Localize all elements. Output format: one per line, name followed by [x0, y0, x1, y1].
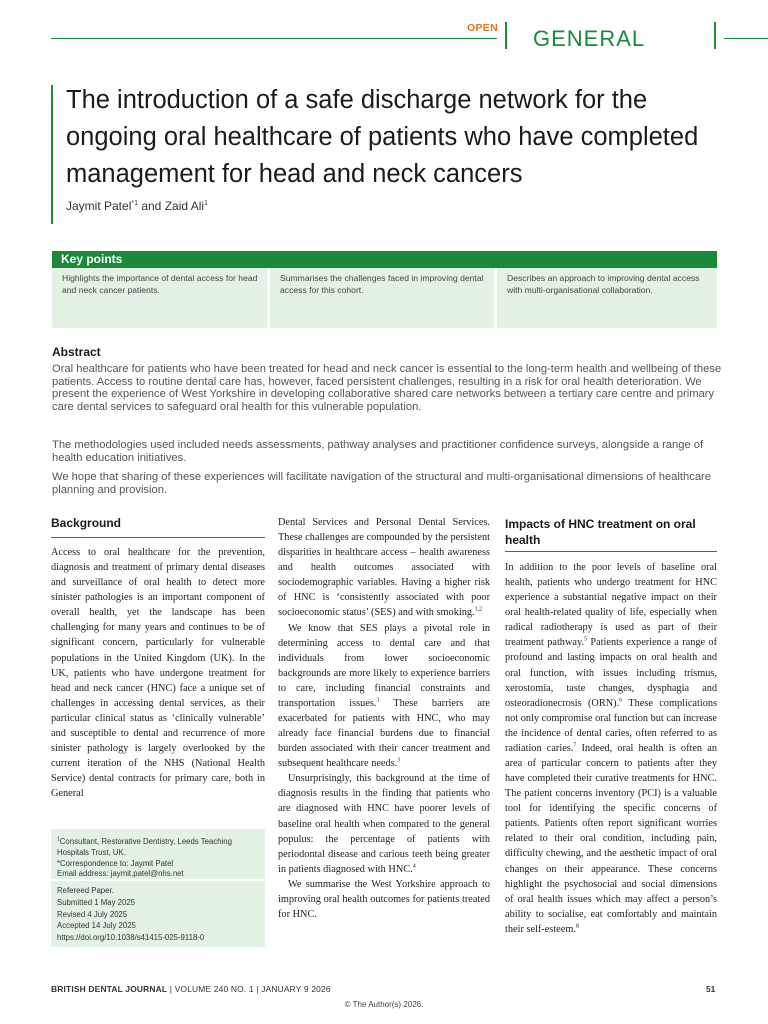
body-paragraph: In addition to the poor levels of baseline oral health, patients who undergo treatment for HNC experience a substantial negative impact on their oral health-related quality of life, especially when radical radiotherapy is used as part of their treatment pathway.$^5$ Patients experience a range of profound and lasting impacts on oral health and oral function, with issues including trismus, xerostomia, taste changes, dysphagia and osteoradionecrosis (ORN).$^6$ These complications not only compromise oral function but can increase the incidence of dental caries, often referred to as radiation caries.$^7$ Indeed, oral health is often an area of particular concern to patients after they have completed their curative treatments for HNC. The patient concerns inventory (PCI) is a valuable tool for identifying the specific concerns of patients. Patients often report significant worries related to their oral condition, including pain, difficulty chewing, and the aesthetic impact of oral changes on their appearance. These concerns highlight the psychosocial and social dimensions of oral health issues which may affect a person’s ability to socialise, eat comfortably and maintain their self-esteem.$^8$ [505, 562, 718, 935]
affiliation-line [57, 837, 265, 859]
doi-link[interactable]: https://doi.org/10.1038/s41415-025-9118-0 [57, 933, 205, 943]
info-line: Revised 4 July 2025 [57, 909, 128, 919]
abstract-heading: Abstract [52, 345, 101, 359]
author-mark: *1 [131, 200, 138, 207]
journal-name: BRITISH DENTAL JOURNAL [51, 984, 168, 994]
author-connector: and [137, 199, 165, 213]
background-heading: Background [51, 516, 122, 530]
reference-mark: 3 [397, 757, 401, 764]
correspondence-line: *Correspondence to: Jaymit Patel [57, 858, 174, 868]
reference-mark: 5 [584, 636, 588, 643]
article-info-box [51, 881, 265, 947]
title-bar [51, 85, 53, 224]
key-point: Describes an approach to improving dental access with multi-organisational collaboration. [497, 268, 717, 328]
open-access-label: OPEN [467, 22, 498, 34]
key-point: Summarises the challenges faced in improving dental access for this cohort. [270, 268, 494, 328]
abstract-paragraph: The methodologies used included needs assessments, pathway analyses and practitioner confidence surveys, alongside a range of health education initiatives. [52, 439, 704, 464]
header-rule [51, 38, 497, 39]
abstract-paragraph: We hope that sharing of these experiences will facilitate navigation of the structural and multi-organisational dimensions of healthcare planning and provision. [52, 471, 711, 496]
section-rule [505, 551, 717, 552]
reference-mark: 3 [376, 697, 380, 704]
header-rule-right [724, 38, 768, 39]
reference-mark: 1,2 [474, 607, 483, 614]
author-mark: 1 [204, 200, 208, 207]
affiliation-mark: 1 [57, 836, 60, 843]
affiliation-box [51, 829, 265, 879]
body-paragraph: We know that SES plays a pivotal role in determining access to dental care and that individuals from lower socioeconomic backgrounds are more likely to experience barriers to care, including financial constraints and transportation issues.$^3$ These barriers are exacerbated for patients with HNC, who may already face financial burdens due to financial burden associated with their cancer treatment and subsequent healthcare needs.$^3$ [278, 622, 490, 770]
author-list [66, 199, 208, 213]
info-line: Refereed Paper. [57, 886, 114, 895]
reference-mark: 4 [412, 863, 416, 870]
reference-mark: 7 [573, 742, 577, 749]
article-title: The introduction of a safe discharge network for the ongoing oral healthcare of patients who have completed management for head and neck cancers [66, 86, 699, 188]
journal-footer [51, 984, 331, 994]
reference-mark: 8 [575, 923, 579, 930]
key-points-panel [52, 268, 717, 328]
footer-separator: | [169, 984, 173, 994]
column-two-text [278, 515, 490, 922]
reference-mark: 6 [619, 697, 623, 704]
header-divider [505, 22, 507, 49]
section-label: GENERAL [533, 26, 646, 51]
impacts-text [505, 560, 717, 937]
info-line: Accepted 14 July 2025 [57, 921, 136, 931]
footer-separator: | [256, 984, 259, 994]
email-line: Email address: jaymit.patel@nhs.net [57, 869, 184, 879]
info-line: Submitted 1 May 2025 [57, 897, 136, 907]
body-paragraph: Dental Services and Personal Dental Services. These challenges are compounded by the persistent disparities in healthcare access – health awareness and health outcomes associated with sociodemographic variables. Having a higher risk of HNC is ‘consistently associated with poor socioeconomic status’ (SES) and with smoking.$^{1,2}$ [278, 517, 490, 619]
body-paragraph: Access to oral healthcare for the prevention, diagnosis and treatment of primary dental diseases and surveillance of oral health to detect more sinister pathologies is an important component of overall health, yet the landscape has been challenging for many years and continues to be of significant concern, particularly for vulnerable populations in the United Kingdom (UK). In the UK, patients who have undergone treatment for head and neck cancer (HNC) face a unique set of challenges in accessing dental services, as their particular clinical status as ‘clinically vulnerable’ and susceptible to dental and recurrence of more sinister pathology is largely overlooked by the current iteration of the NHS (National Health Service) dental contracts for primary care, both in General [51, 547, 265, 800]
key-points-header [52, 251, 717, 268]
header-divider-right [714, 22, 716, 49]
body-paragraph: We summarise the West Yorkshire approach to improving oral health outcomes for patients treated for HNC. [278, 878, 490, 921]
key-point: Highlights the importance of dental access for head and neck cancer patients. [52, 268, 267, 328]
copyright-notice: © The Author(s) 2026. [344, 1000, 424, 1009]
abstract-paragraph: Oral healthcare for patients who have been treated for head and neck cancer is essential to the long-term health and wellbeing of these patients. Access to routine dental care has, however, faced persistent challenges, resulting in a risk for oral health deterioration. We present the experience of West Yorkshire in developing collaborative shared care networks between a tertiary care centre and primary care dental services to safeguard oral health for this vulnerable population. [52, 363, 722, 413]
section-rule [51, 537, 265, 538]
author-name: Jaymit Patel [66, 199, 132, 213]
page-number: 51 [706, 984, 716, 994]
journal-volume: VOLUME 240 NO. 1 [174, 984, 254, 994]
author-name: Zaid Ali [164, 199, 205, 213]
key-points-heading: Key points [61, 252, 123, 266]
journal-date: JANUARY 9 2026 [261, 984, 331, 994]
body-paragraph: Unsurprisingly, this background at the time of diagnosis results in the finding that patients who are diagnosed with HNC have poorer levels of baseline oral health when compared to the general populus: the percentage of patients with periodontal disease and carious teeth being greater in patients diagnosed with HNC.$^4$ [278, 773, 490, 875]
impacts-heading: Impacts of HNC treatment on oral health [505, 517, 696, 547]
affiliation-text: Consultant, Restorative Dentistry, Leeds Teaching Hospitals Trust, UK. [57, 837, 232, 857]
background-text [51, 545, 265, 801]
